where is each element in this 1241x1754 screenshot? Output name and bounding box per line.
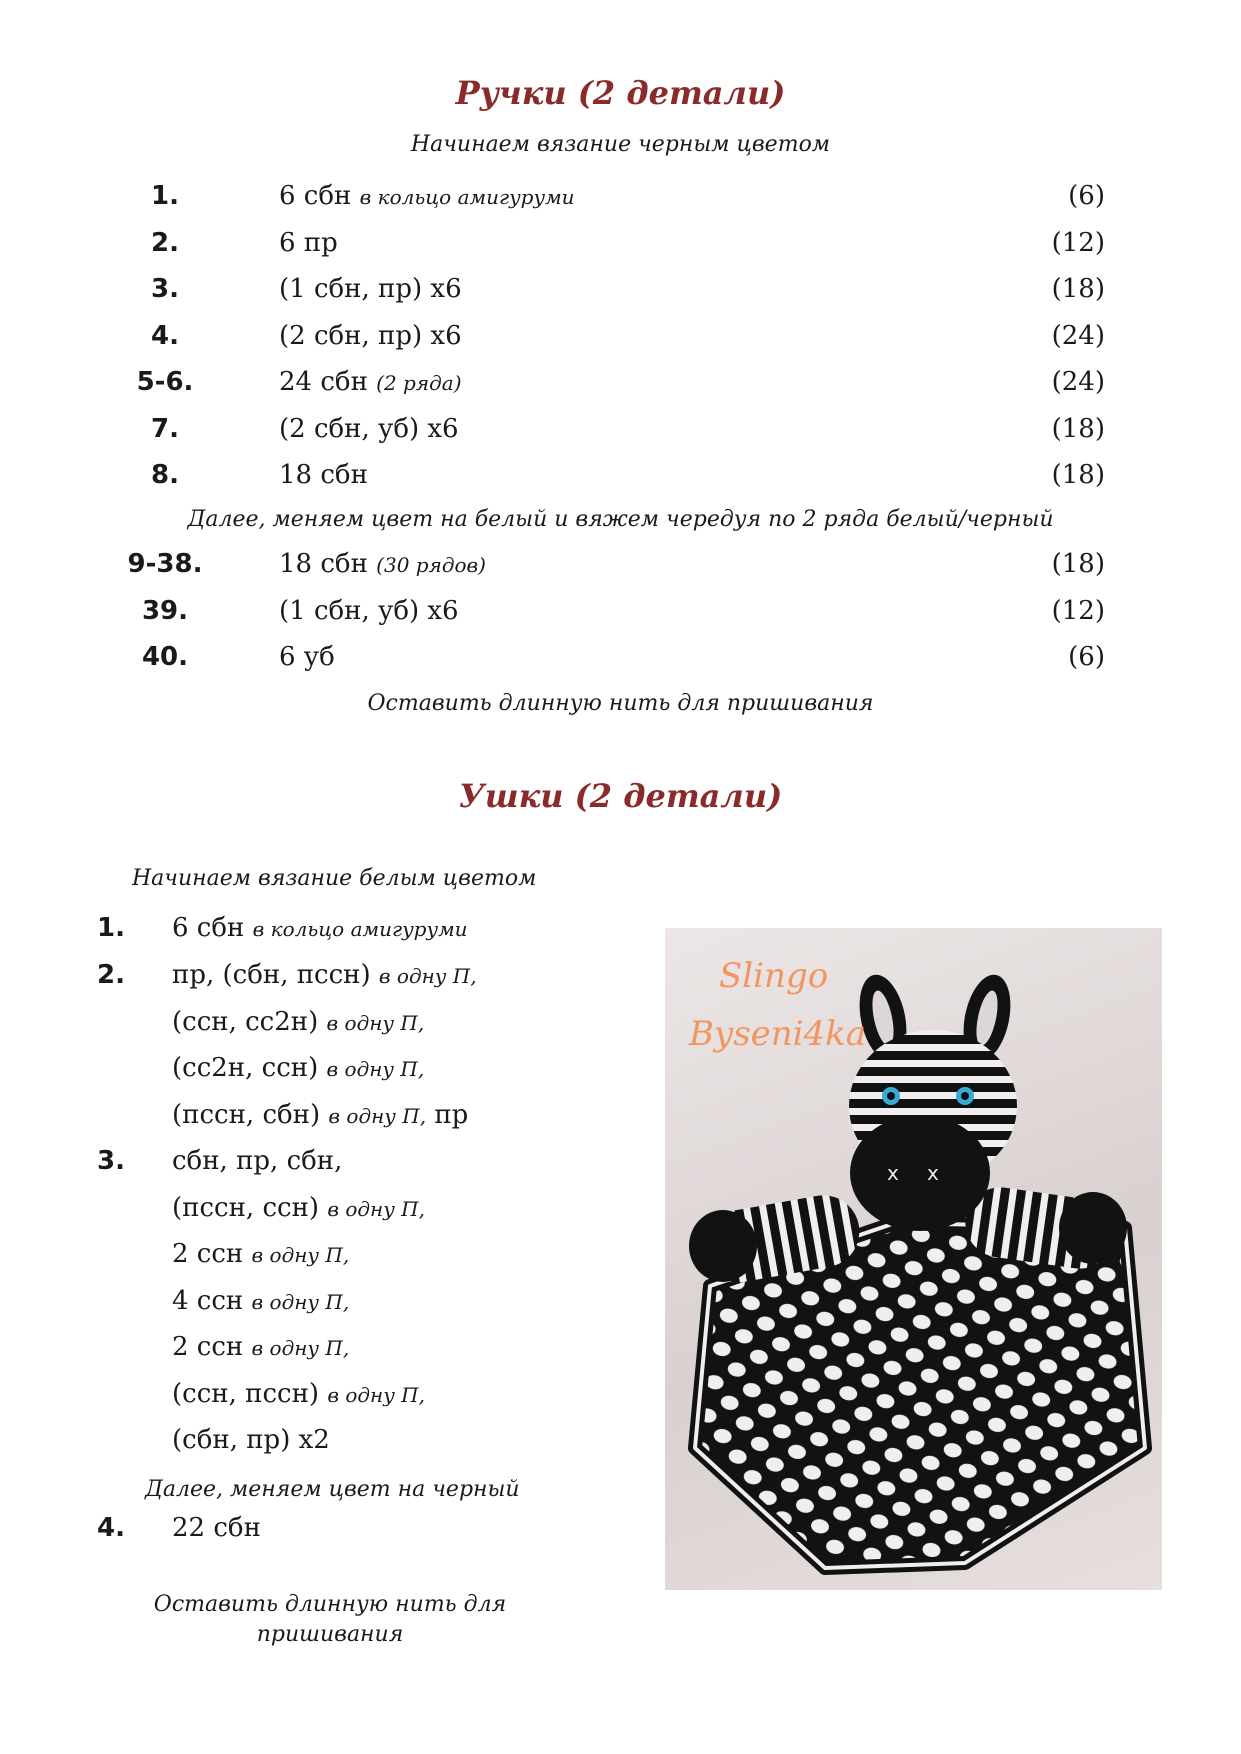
pattern-row xyxy=(0,315,1241,357)
pattern-row xyxy=(0,543,1241,585)
row-instruction-note: в одну П, xyxy=(327,1196,425,1221)
row-instruction-note: в одну П, xyxy=(326,1057,425,1081)
row-stitch-count: (18) xyxy=(1051,460,1105,490)
section2-outro-line2: пришивания xyxy=(256,1622,404,1647)
row-number: 5-6. xyxy=(136,367,194,397)
pattern-row xyxy=(0,590,1241,632)
row-instruction xyxy=(279,175,575,218)
section2-intro: Начинаем вязание белым цветом xyxy=(132,866,537,891)
pattern-row xyxy=(0,907,640,949)
watermark-slingo: Slingo xyxy=(719,956,829,996)
row-instruction-text: 2 ссн xyxy=(172,1239,244,1269)
pattern-row xyxy=(0,175,1241,217)
row-instruction-line xyxy=(172,954,477,996)
pattern-row xyxy=(0,408,1241,450)
row-number: 3. xyxy=(151,274,179,304)
row-instruction-text: (пссн, ссн) xyxy=(172,1192,320,1223)
row-instruction-note: (2 ряда) xyxy=(376,371,462,395)
row-instruction-text: 18 сбн xyxy=(279,460,368,490)
row-instruction-text: (1 сбн, уб) х6 xyxy=(279,595,459,626)
pattern-row xyxy=(0,454,1241,496)
row-number: 1. xyxy=(97,913,125,943)
row-instruction-text: (1 сбн, пр) х6 xyxy=(279,274,462,304)
section1-title: Ручки (2 детали) xyxy=(455,74,786,112)
row-instruction-line xyxy=(172,1373,425,1415)
row-stitch-count: (18) xyxy=(1051,549,1105,579)
row-instruction xyxy=(172,1507,261,1549)
row-stitch-count: (24) xyxy=(1051,320,1105,351)
row-number: 2. xyxy=(97,960,125,990)
row-instruction-text: (ссн, сс2н) xyxy=(172,1006,319,1037)
row-instruction-text: (2 сбн, пр) х6 xyxy=(279,320,462,351)
row-instruction-line xyxy=(172,1094,468,1136)
row-instruction-note: в одну П, xyxy=(327,1382,425,1407)
row-number: 2. xyxy=(151,227,179,258)
row-instruction xyxy=(172,907,468,950)
row-instruction-note: в одну П, xyxy=(251,1243,350,1267)
row-instruction-text: 6 уб xyxy=(279,642,335,672)
row-instruction-text: 18 сбн xyxy=(279,549,368,579)
svg-text:x: x xyxy=(887,1161,899,1185)
row-instruction-note: в кольцо амигуруми xyxy=(359,185,575,209)
row-instruction-text: 22 сбн xyxy=(172,1513,261,1543)
row-instruction-text: (сс2н, ссн) xyxy=(172,1053,319,1083)
svg-text:x: x xyxy=(927,1161,939,1185)
row-stitch-count: (18) xyxy=(1051,274,1105,304)
row-instruction-note: в кольцо амигуруми xyxy=(252,917,468,941)
row-instruction-line xyxy=(172,1047,424,1089)
row-instruction-note: в одну П, xyxy=(251,1336,350,1360)
section2-title: Ушки (2 детали) xyxy=(458,777,783,815)
row-number: 39. xyxy=(141,595,189,626)
row-instruction-tail: пр xyxy=(426,1099,469,1130)
row-instruction-note: в одну П, xyxy=(378,964,477,988)
section1-middle-note: Далее, меняем цвет на белый и вяжем чередуя по 2 ряда белый/черный xyxy=(187,507,1054,532)
row-instruction-text: пр, (сбн, пссн) xyxy=(172,960,371,990)
row-instruction-text: 6 сбн xyxy=(279,181,352,211)
row-instruction-text: 24 сбн xyxy=(279,367,368,397)
row-instruction-text: 2 ссн xyxy=(172,1332,244,1362)
row-instruction-note: в одну П, xyxy=(328,1103,427,1128)
pattern-row xyxy=(0,636,1241,678)
row-stitch-count: (6) xyxy=(1068,181,1105,211)
row-instruction-note: в одну П, xyxy=(251,1289,350,1314)
section2-middle-note: Далее, меняем цвет на черный xyxy=(145,1477,520,1502)
row-instruction-note: (30 рядов) xyxy=(376,553,486,577)
row-stitch-count: (18) xyxy=(1051,413,1105,444)
row-number: 40. xyxy=(141,642,189,672)
row-stitch-count: (12) xyxy=(1051,227,1105,258)
row-instruction-text: 4 ссн xyxy=(172,1285,244,1316)
row-instruction-line xyxy=(172,1140,342,1182)
row-instruction-text: 6 пр xyxy=(279,227,338,258)
row-number: 7. xyxy=(151,413,179,444)
row-instruction xyxy=(279,408,459,450)
row-instruction xyxy=(279,454,368,496)
row-instruction-text: (сбн, пр) х2 xyxy=(172,1425,330,1455)
section2-outro-line1: Оставить длинную нить для xyxy=(153,1592,507,1617)
row-instruction xyxy=(279,636,335,678)
row-instruction-text: (2 сбн, уб) х6 xyxy=(279,413,459,444)
row-instruction xyxy=(279,268,462,310)
row-number: 3. xyxy=(97,1146,125,1176)
row-instruction-line xyxy=(172,1419,330,1461)
row-instruction xyxy=(279,590,459,632)
section1-intro: Начинаем вязание черным цветом xyxy=(410,132,831,157)
row-instruction-text: сбн, пр, сбн, xyxy=(172,1146,343,1176)
row-instruction-text: 6 сбн xyxy=(172,913,245,943)
row-instruction xyxy=(279,222,338,264)
zebra-toy-photo xyxy=(665,928,1162,1590)
row-instruction xyxy=(279,315,462,357)
row-stitch-count: (6) xyxy=(1068,642,1105,672)
pattern-row xyxy=(0,222,1241,264)
row-instruction-line xyxy=(172,1326,349,1368)
section1-outro: Оставить длинную нить для пришивания xyxy=(367,691,874,716)
watermark-byseni4ka: Byseni4ka xyxy=(689,1014,867,1054)
row-number: 1. xyxy=(151,181,179,211)
row-instruction-line xyxy=(172,1280,349,1322)
row-instruction-text: (ссн, пссн) xyxy=(172,1378,320,1409)
row-number: 4. xyxy=(97,1513,125,1543)
row-instruction-note: в одну П, xyxy=(326,1010,425,1035)
row-stitch-count: (12) xyxy=(1051,595,1105,626)
pattern-row xyxy=(0,268,1241,310)
row-instruction-line xyxy=(172,1001,424,1043)
row-instruction xyxy=(279,361,462,404)
row-instruction-line xyxy=(172,1187,425,1229)
row-number: 8. xyxy=(151,460,179,490)
pattern-row xyxy=(0,361,1241,403)
row-instruction xyxy=(279,543,486,586)
pattern-row xyxy=(0,1507,640,1549)
row-number: 9-38. xyxy=(127,549,203,579)
row-instruction-line xyxy=(172,1233,349,1275)
row-stitch-count: (24) xyxy=(1051,367,1105,397)
row-number: 4. xyxy=(151,320,179,351)
row-instruction-text: (пссн, сбн) xyxy=(172,1099,321,1130)
